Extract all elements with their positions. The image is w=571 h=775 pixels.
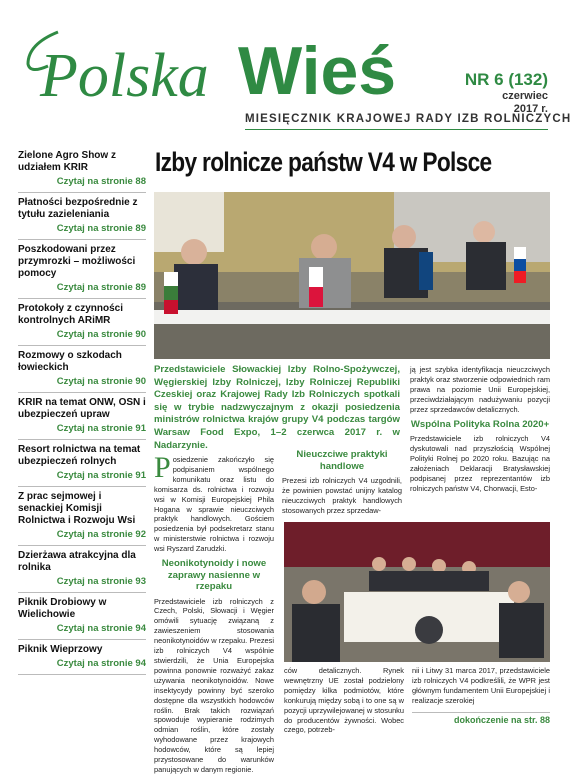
sidebar-item[interactable] (18, 393, 146, 440)
paragraph: Prezesi izb rolniczych V4 uzgodnili, że powinien powstać unijny katalog nieuczciwych praktyk handlowych stosowanych przez sprzedaw- (282, 476, 402, 515)
sidebar-item-title: KRIR na temat ONW, OSN i ubezpieczeń upraw (18, 397, 146, 420)
sidebar-item-link[interactable]: Czytaj na stronie 90 (56, 376, 146, 387)
sidebar-item[interactable] (18, 487, 146, 546)
sidebar-item-link[interactable]: Czytaj na stronie 93 (56, 576, 146, 587)
sidebar-item-title: Dzierżawa atrakcyjna dla rolnika (18, 550, 136, 573)
sidebar-item[interactable] (18, 440, 146, 487)
issue-month: czerwiec (502, 90, 548, 102)
issue-year: 2017 r. (513, 103, 548, 115)
sidebar-contents (18, 146, 146, 675)
svg-text:Polska: Polska (40, 42, 209, 110)
sidebar-item[interactable] (18, 546, 146, 593)
sidebar-item[interactable] (18, 240, 146, 299)
tagline: MIESIĘCZNIK KRAJOWEJ RADY IZB ROLNICZYCH (245, 113, 571, 125)
sidebar-item-link[interactable]: Czytaj na stronie 94 (56, 623, 146, 634)
drop-cap: P (154, 451, 171, 484)
issue-number: NR 6 (132) (464, 70, 548, 89)
paragraph: ców detalicznych. Rynek wewnętrzny UE został podzielony pomiędzy kilka podmiotów, które konkurują między sobą i to one są w pozycji uprzywilejowanej w stosunku do producentów żywności. Wobec czego, potrzeb- (284, 666, 404, 735)
sidebar-item-link[interactable]: Czytaj na stronie 88 (56, 176, 146, 187)
subheading-cap: Wspólna Polityka Rolna 2020+ (410, 418, 550, 430)
article-column-3 (410, 365, 550, 493)
subheading-unfair-trading: Nieuczciwe praktyki handlowe (296, 449, 388, 472)
paragraph: Przedstawiciele izb rolniczych z Czech, Polski, Słowacji i Węgier omówili sytuację związaną z zawieszeniem stosowania neonikotynoidów w rzepaku. Prezesi izb rolniczych V4 wspólnie stwierdzili, że Unia Europejska powinna ponownie rozważyć zakaz używania neonikotynoidów. Nowe insektycydy powinny być szeroko dostępne dla wszystkich hodowców roślin. Brak takich rozwiązań spowoduje wypieranie rodzimych odmian roślin, które zostały wyhodowane przez krajowych hodowców, które są lepiej przystosowane do warunków panujących w danym regionie. (154, 596, 274, 774)
sidebar-item-link[interactable]: Czytaj na stronie 91 (56, 470, 146, 481)
sidebar-item-title: Rozmowy o szkodach łowieckich (18, 350, 122, 373)
sidebar-item-title: Poszkodowani przez przymrozki – możliwości pomocy (18, 244, 136, 279)
article-column-1 (154, 451, 274, 775)
article-column-5 (412, 666, 550, 706)
sidebar-item-link[interactable]: Czytaj na stronie 89 (56, 223, 146, 234)
article-column-2 (282, 445, 402, 516)
sidebar-item-link[interactable]: Czytaj na stronie 91 (56, 423, 146, 434)
masthead (0, 0, 571, 140)
sidebar-item-link[interactable]: Czytaj na stronie 92 (56, 529, 146, 540)
sidebar-item[interactable] (18, 299, 146, 346)
sidebar-item-link[interactable]: Czytaj na stronie 90 (56, 329, 146, 340)
paragraph: ją jest szybka identyfikacja nieuczciwych praktyk oraz stworzenie odpowiednich ram prawa na poziomie Unii Europejskiej, przeciwdziałającym nadużywaniu pozycji przez sprzedawców detalicznych. (410, 365, 550, 414)
sidebar-item-link[interactable]: Czytaj na stronie 89 (56, 282, 146, 293)
sidebar-item[interactable] (18, 146, 146, 193)
paragraph: osiedzenie zakończyło się podpisaniem wspólnego komunikatu oraz listu do komisarza ds. rolnictwa i rozwoju wsi w Komisji Europejskiej Phila Hogana w sprawie nieuczciwych praktyk handlowych. Gościem posiedzenia był podsekretarz stanu w ministerstwie rolnictwa i rozwoju wsi Ryszard Zarudzki. (154, 455, 274, 554)
sidebar-item-link[interactable]: Czytaj na stronie 94 (56, 658, 146, 669)
issue-info (465, 70, 548, 116)
sidebar-item[interactable] (18, 593, 146, 640)
sidebar-item-title: Zielone Agro Show z udziałem KRIR (18, 150, 116, 173)
sidebar-item-title: Piknik Drobiowy w Wielichowie (18, 597, 107, 620)
tagline-rule (245, 129, 548, 130)
paragraph: nii i Litwy 31 marca 2017, przedstawiciele izb rolniczych V4 podkreślili, że WPR jest głównym fundamentem Unii Europejskiej i realizacje szerokiej (412, 666, 550, 705)
article-column-4 (284, 666, 404, 735)
sidebar-item-title: Z prac sejmowej i senackiej Komisji Rolnictwa i Rozwoju Wsi (18, 491, 136, 526)
sidebar-item[interactable] (18, 193, 146, 240)
polska-wies-logo (18, 14, 458, 114)
article-headline: Izby rolnicze państw V4 w Polsce (155, 147, 492, 177)
paragraph: Przedstawiciele izb rolniczych V4 dyskutowali nad przyszłością Wspólnej Polityki Rolnej po 2020 roku. Bazując na założeniach Deklaracji Bratysławskiej podpisanej przez reprezentantów izb rolniczych państw V4, Chorwacji, Esto- (410, 434, 550, 493)
subheading-neonicotinoids: Neonikotynoidy i nowe zaprawy nasienne w rzepaku (161, 558, 267, 593)
sidebar-item-title: Protokoły z czynności kontrolnych ARiMR (18, 303, 124, 326)
article-lead: Przedstawiciele Słowackiej Izby Rolno-Spożywczej, Węgierskiej Izby Rolniczej, Izby Rolniczej Republiki Czeskiej oraz Krajowej Rady Izb Rolniczych spotkali się w trybie nadzwyczajnym z okazji posiedzenia ministrów rolnictwa krajów grupy V4 podczas targów Warsaw Food Expo, 1–2 czerwca 2017 r. w Nadarzynie. (154, 364, 400, 451)
continued-link[interactable]: dokończenie na str. 88 (412, 712, 550, 725)
meeting-photo-top (154, 192, 550, 359)
svg-text:Wieś: Wieś (238, 33, 397, 109)
sidebar-item-title: Piknik Wieprzowy (18, 644, 103, 655)
sidebar-item[interactable] (18, 346, 146, 393)
sidebar-item-title: Płatności bezpośrednie z tytułu zazieleniania (18, 197, 138, 220)
sidebar-item[interactable] (18, 640, 146, 675)
meeting-photo-bottom (284, 522, 550, 662)
sidebar-item-title: Resort rolnictwa na temat ubezpieczeń rolnych (18, 444, 141, 467)
